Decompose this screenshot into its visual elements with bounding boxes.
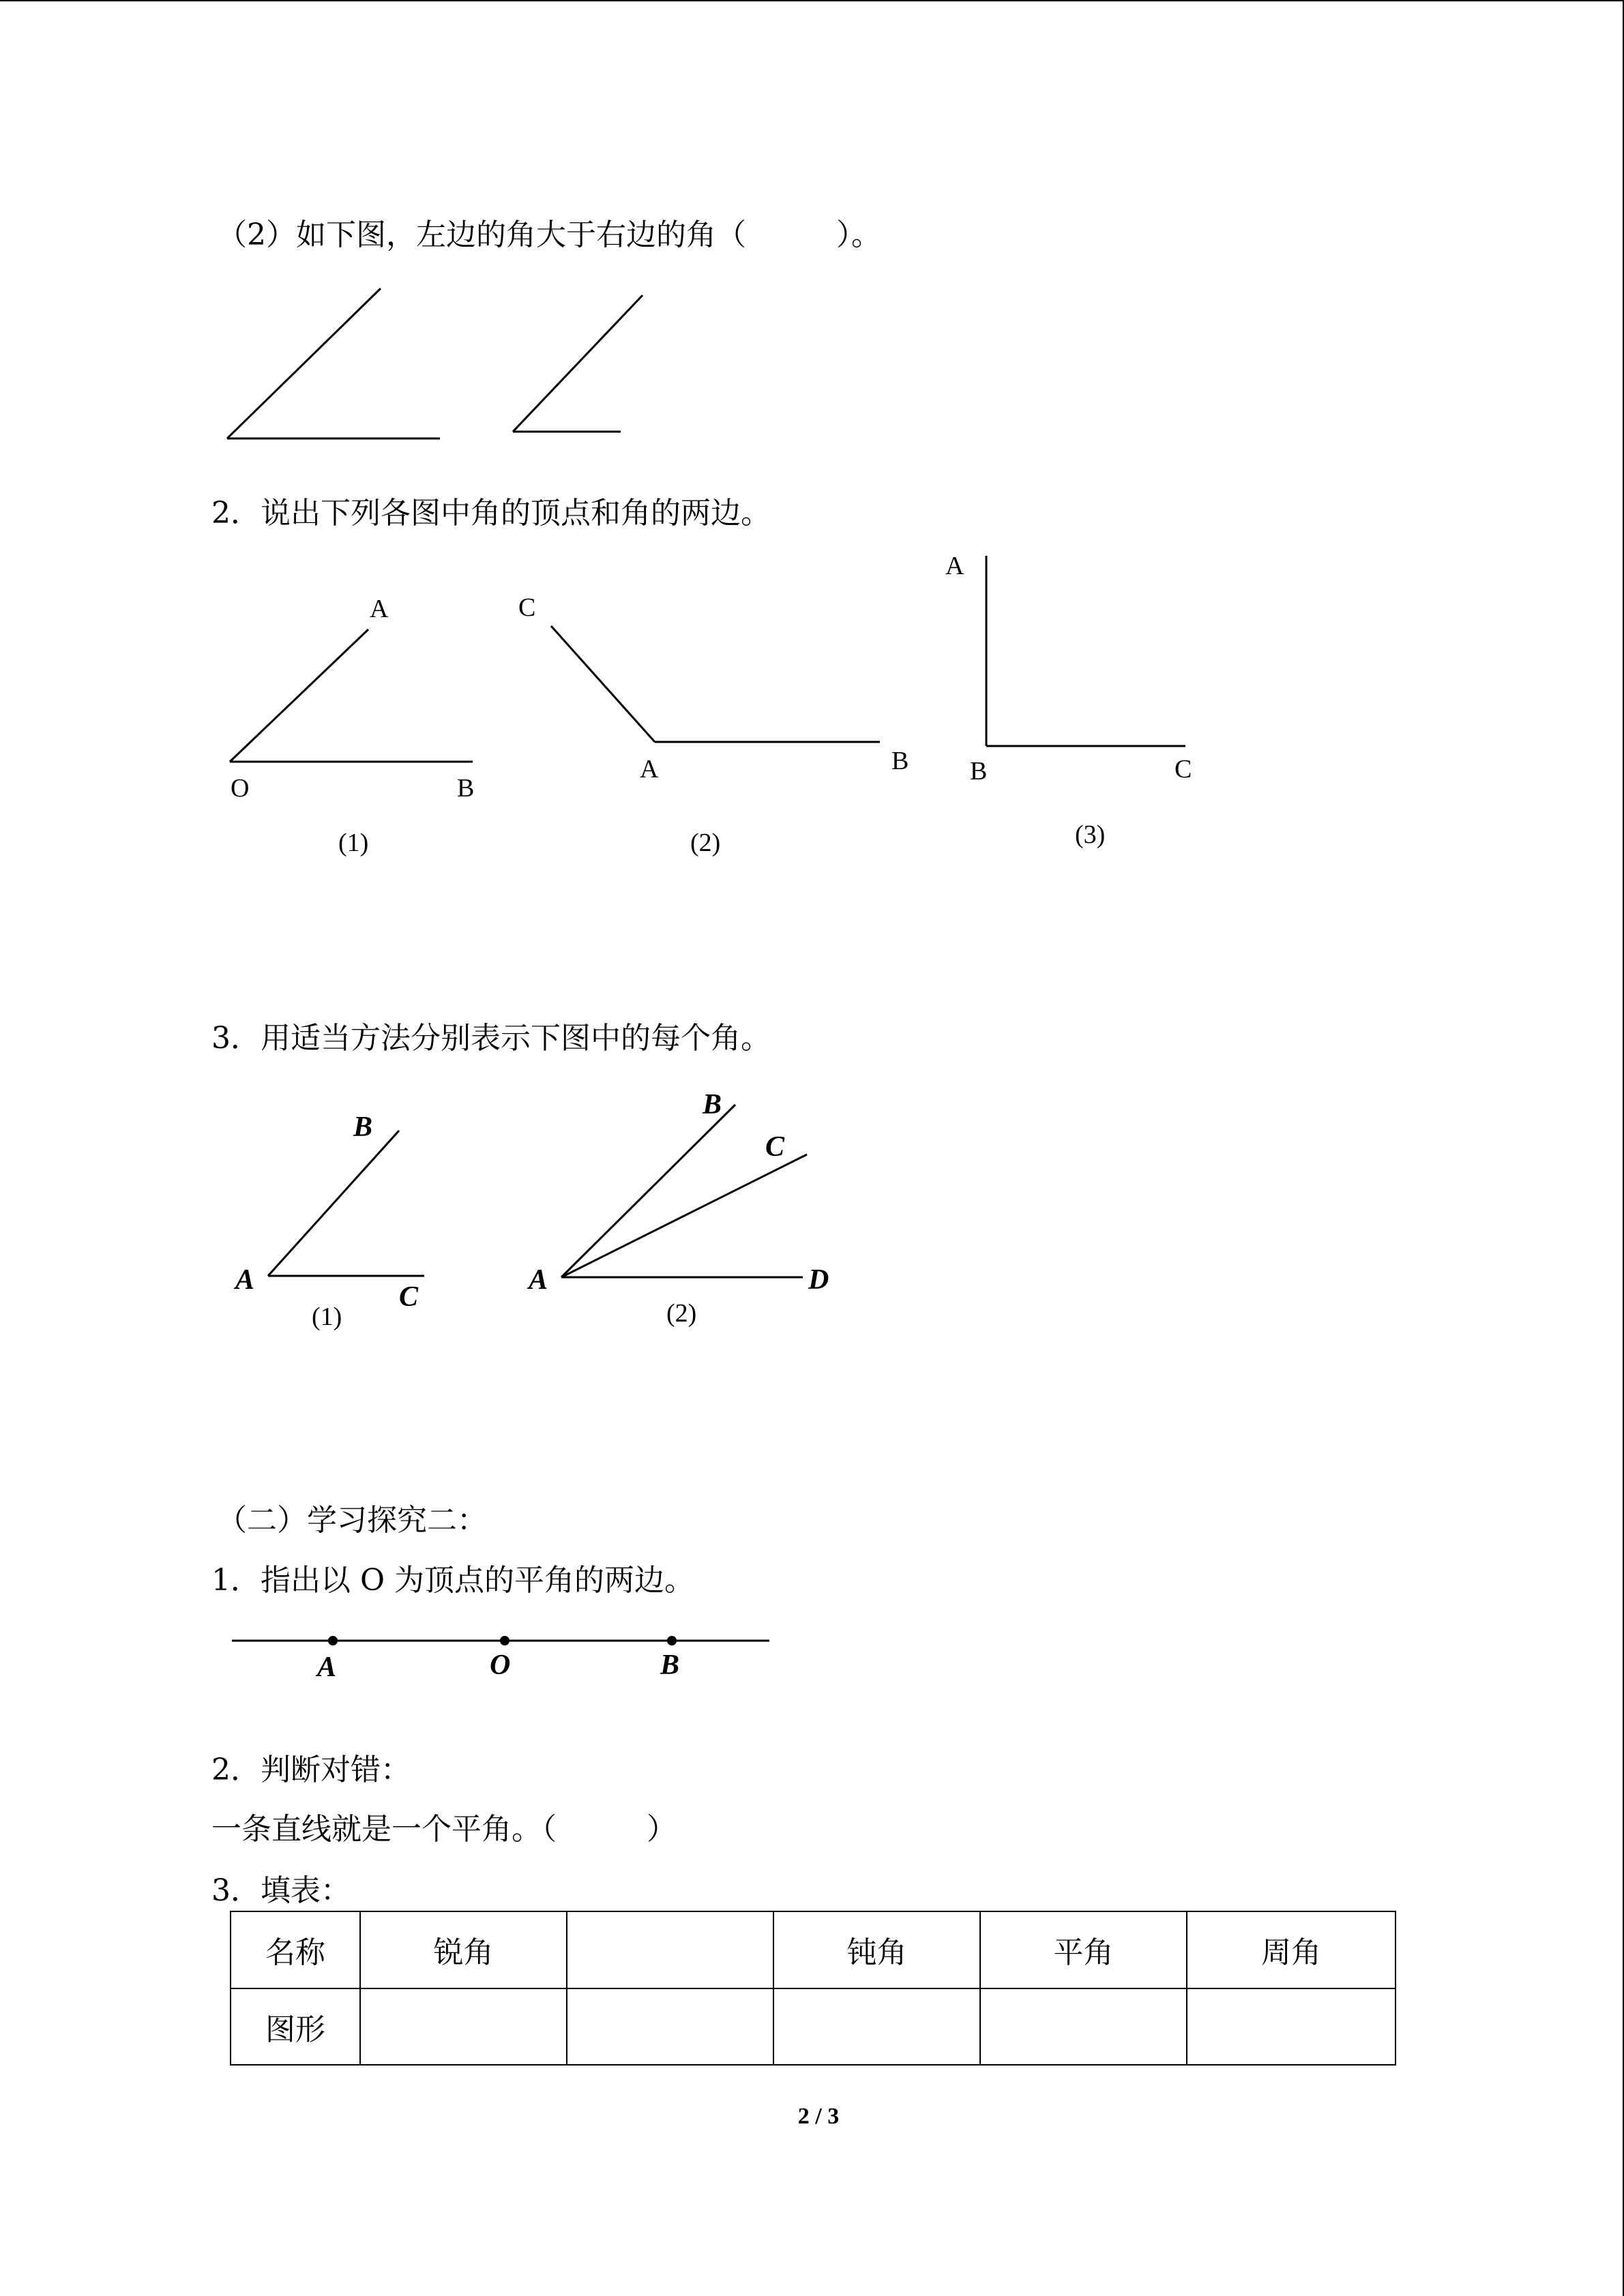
q2-fig1-vertex-label: O <box>231 774 250 803</box>
question-3-title: 3．用适当方法分别表示下图中的每个角。 <box>211 1021 771 1056</box>
q3-fig2-caption: (2) <box>666 1299 697 1328</box>
angle-fill-table <box>230 1911 1396 2066</box>
q3-fig2-label-a: A <box>529 1264 548 1296</box>
q3-fig2-ray-ac <box>561 1154 807 1277</box>
q2-fig2-ray-ac <box>551 626 655 742</box>
q3-fig1-label-a: A <box>235 1264 255 1296</box>
table-cell-figure-full[interactable] <box>1187 1988 1396 2066</box>
table-row <box>231 1911 1396 1988</box>
point-o-dot <box>500 1636 510 1645</box>
table-cell-figure-blank[interactable] <box>567 1988 773 2066</box>
q2-fig2-vertex-label: A <box>640 755 659 784</box>
q3-fig1-caption: (1) <box>312 1302 342 1331</box>
right-angle-ray <box>513 295 643 432</box>
q3-fig1-label-b: B <box>353 1112 373 1143</box>
question-2-title: 2．说出下列各图中角的顶点和角的两边。 <box>211 496 771 531</box>
table-cell-full: 周角 <box>1187 1911 1396 1988</box>
q2-fig3-right-label: C <box>1175 755 1192 784</box>
q2-fig3-vertex-label: B <box>970 757 988 786</box>
section-2-heading: （二）学习探究二： <box>217 1503 487 1538</box>
table-cell-figure-acute[interactable] <box>360 1988 567 2066</box>
table-cell-figure-straight[interactable] <box>980 1988 1187 2066</box>
true-false-statement: 一条直线就是一个平角。（ ） <box>211 1812 677 1847</box>
table-cell-acute: 锐角 <box>360 1911 567 1988</box>
q2-fig1-right-label: B <box>457 774 475 803</box>
q3-fig2-label-c: C <box>765 1131 785 1163</box>
table-row <box>231 1988 1396 2066</box>
left-angle-ray <box>227 288 381 438</box>
point-b-dot <box>667 1636 677 1645</box>
table-cell-straight: 平角 <box>980 1911 1187 1988</box>
q2-fig1-ray-oa <box>230 629 368 762</box>
question-1-part-2: （2）如下图，左边的角大于右边的角（ ）。 <box>217 218 881 252</box>
q2-fig3-caption: (3) <box>1075 820 1106 849</box>
table-cell-obtuse: 钝角 <box>773 1911 980 1988</box>
table-cell-name-header: 名称 <box>231 1911 360 1988</box>
q3-fig1-ray-ab <box>268 1131 399 1276</box>
table-cell-figure-header: 图形 <box>231 1988 360 2066</box>
q3-fig2-label-b: B <box>703 1089 722 1120</box>
page-number: 2 / 3 <box>797 2104 840 2129</box>
q2-fig2-top-label: C <box>518 593 536 622</box>
table-cell-blank-name[interactable] <box>567 1911 773 1988</box>
q3-fig2-label-d: D <box>808 1264 829 1296</box>
q2-fig1-caption: (1) <box>338 829 369 857</box>
line-point-a-label: A <box>317 1652 337 1683</box>
q3-fig2-ray-ab <box>561 1105 735 1277</box>
section-2-question-2: 2．判断对错： <box>211 1753 411 1787</box>
line-point-o-label: O <box>490 1650 511 1681</box>
point-a-dot <box>328 1636 338 1645</box>
q2-fig2-caption: (2) <box>690 829 721 857</box>
table-cell-figure-obtuse[interactable] <box>773 1988 980 2066</box>
line-point-b-label: B <box>660 1650 680 1681</box>
q2-fig2-right-label: B <box>891 747 909 775</box>
section-2-question-1: 1．指出以 O 为顶点的平角的两边。 <box>211 1563 695 1598</box>
section-2-question-3: 3．填表： <box>211 1873 351 1908</box>
q2-fig3-top-label: A <box>945 552 964 580</box>
q3-fig1-label-c: C <box>399 1281 419 1313</box>
q2-fig1-top-label: A <box>370 595 389 623</box>
